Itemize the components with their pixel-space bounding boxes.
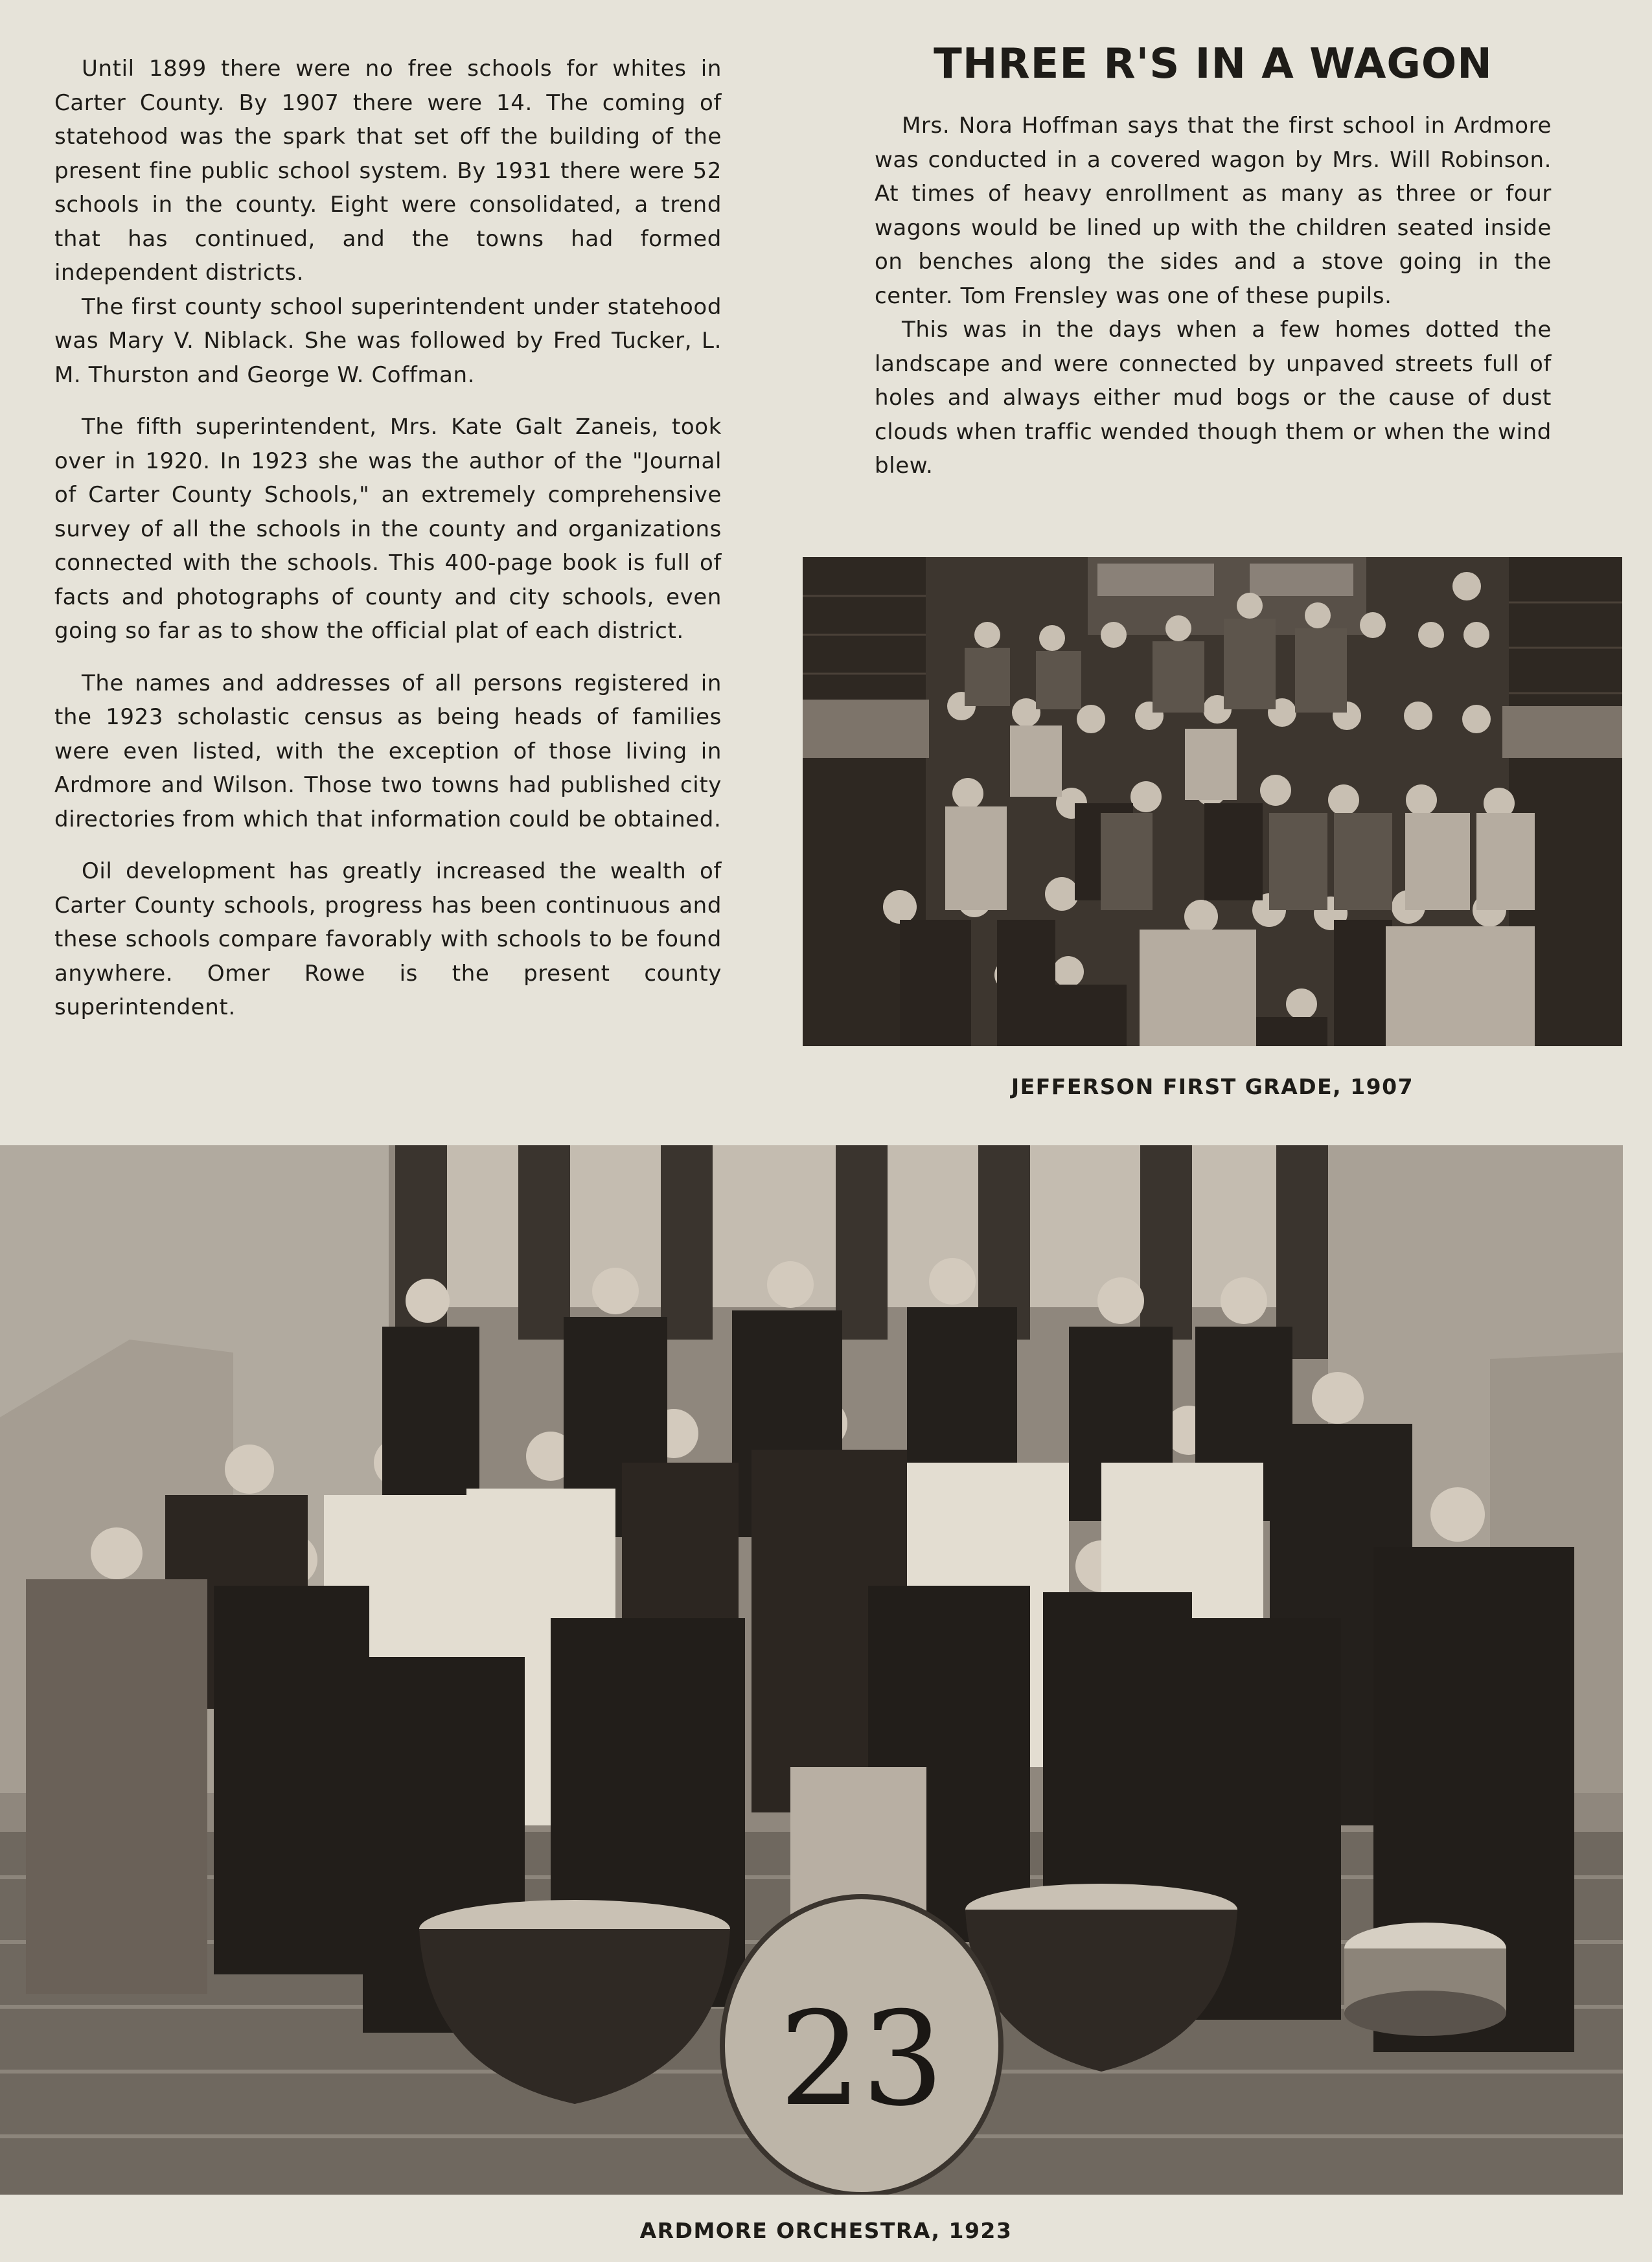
paragraph: Until 1899 there were no free schools for whites in Carter County. By 1907 there were 14. The coming of statehood was the spark that set off the building of the present fine public school system. By 1931 there were 52 schools in the county. Eight were consolidated, a trend that has continued, and the towns had formed independent districts. [54, 56, 722, 286]
paragraph: Mrs. Nora Hoffman says that the first school in Ardmore was conducted in a covered wagon by Mrs. Will Robinson. At times of heavy enrollment as many as three or four wagons would be lined up with the children seated inside on benches along the sides and a stove going in the center. Tom Frensley was one of these pupils. [875, 113, 1552, 309]
paragraph: The names and addresses of all persons registered in the 1923 scholastic census as being heads of families were even listed, with the exception of those living in Ardmore and Wilson. Those two towns had published city directories from which that information could be obtained. [54, 670, 722, 832]
paragraph: The fifth superintendent, Mrs. Kate Galt Zaneis, took over in 1920. In 1923 she was the author of the "Journal of Carter County Schools," an extremely comprehensive survey of all the schools in the county and organizations connected with the schools. This 400-page book is full of facts and photographs of county and city schools, even going so far as to show the official plat of each district. [54, 414, 722, 644]
photo-caption: JEFFERSON FIRST GRADE, 1907 [1011, 1074, 1414, 1099]
photo-caption: ARDMORE ORCHESTRA, 1923 [639, 2218, 1013, 2243]
paragraph: The first county school superintendent under statehood was Mary V. Niblack. She was followed by Fred Tucker, L. M. Thurston and George W. Coffman. [54, 293, 722, 388]
orchestra-photo-ardmore [0, 1145, 1623, 2195]
article-right-column [875, 109, 1552, 483]
class-photo-jefferson-first-grade [803, 557, 1622, 1046]
article-title: THREE R'S IN A WAGON [934, 40, 1493, 88]
article-left-column [54, 52, 722, 1025]
paragraph: This was in the days when a few homes dotted the landscape and were connected by unpaved streets full of holes and always either mud bogs or the cause of dust clouds when traffic wended though them or when the wind blew. [875, 317, 1552, 479]
bass-drum-number: 23 [779, 1984, 945, 2135]
paragraph: Oil development has greatly increased the wealth of Carter County schools, progress has been continuous and these schools compare favorably with schools to be found anywhere. Omer Rowe is the present county superintendent. [54, 858, 722, 1020]
